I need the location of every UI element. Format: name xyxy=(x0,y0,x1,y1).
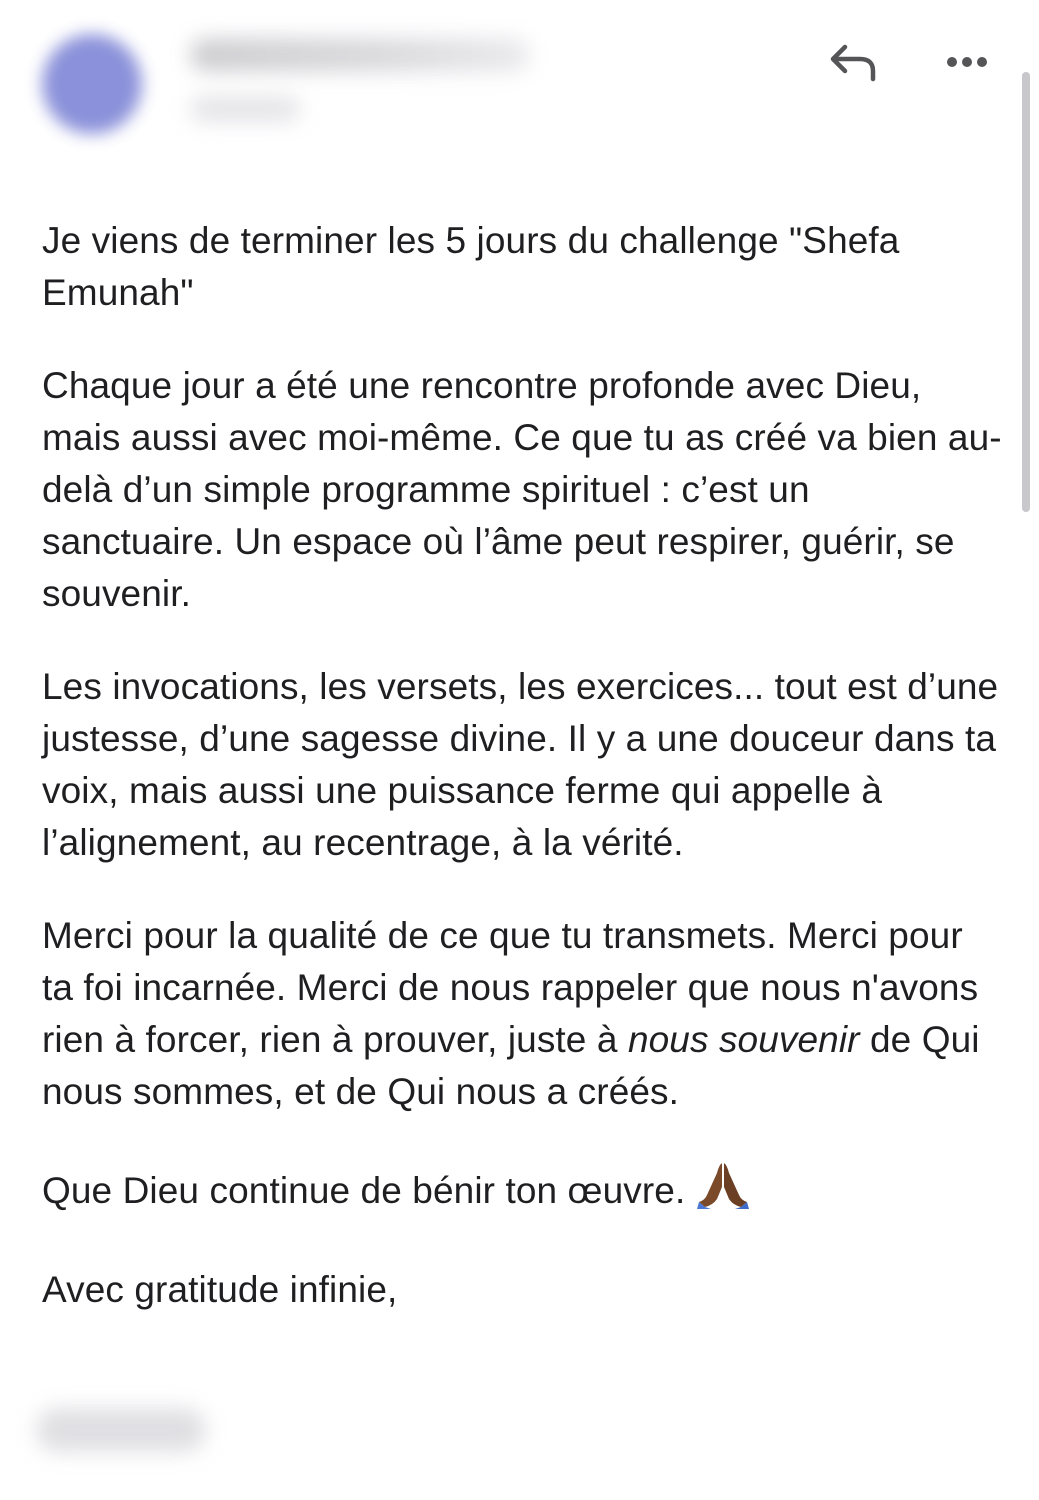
body-paragraph-5 xyxy=(42,1159,1002,1223)
body-paragraph-1: Je viens de terminer les 5 jours du challenge "Shefa Emunah" xyxy=(42,220,900,313)
sender-avatar[interactable] xyxy=(42,34,142,134)
body-paragraph-4-end: de Qui nous sommes, et de Qui nous a créés. xyxy=(42,1019,980,1112)
sender-date-redacted xyxy=(190,96,300,122)
body-paragraph-4-emphasis: nous souvenir xyxy=(627,1019,860,1060)
body-paragraph-4 xyxy=(42,910,1002,1118)
message-header xyxy=(0,0,1039,160)
blessing-text: Que Dieu continue de bénir ton œuvre. xyxy=(42,1170,686,1211)
message-body xyxy=(42,215,1002,1357)
closing-line: Avec gratitude infinie, xyxy=(42,1269,398,1310)
praying-hands-icon xyxy=(695,1159,751,1223)
reply-button[interactable] xyxy=(822,36,884,88)
body-paragraph-3: Les invocations, les versets, les exercices... tout est d’une justesse, d’une sagesse divine. Il y a une douceur dans ta voix, mais aussi une puissance ferme qui appelle à l’alignement, au recentrage, à la vérité. xyxy=(42,666,999,863)
body-paragraph-2: Chaque jour a été une rencontre profonde avec Dieu, mais aussi avec moi-même. Ce que tu as créé va bien au-delà d’un simple programme spirituel : c’est un sanctuaire. Un espace où l’âme peut respirer, guérir, se souvenir. xyxy=(42,365,1002,614)
reply-arrow-icon xyxy=(827,41,879,83)
sender-name-redacted xyxy=(190,38,530,72)
ellipsis-icon xyxy=(945,55,989,69)
vertical-scrollbar[interactable] xyxy=(1022,72,1030,512)
more-options-button[interactable] xyxy=(936,36,998,88)
body-paragraph-4-start: Merci pour la qualité de ce que tu transmets. Merci pour ta foi incarnée. Merci de nous rappeler que nous n'avons rien à forcer, rien à prouver, juste à xyxy=(42,915,979,1060)
signature-redacted xyxy=(36,1408,206,1452)
